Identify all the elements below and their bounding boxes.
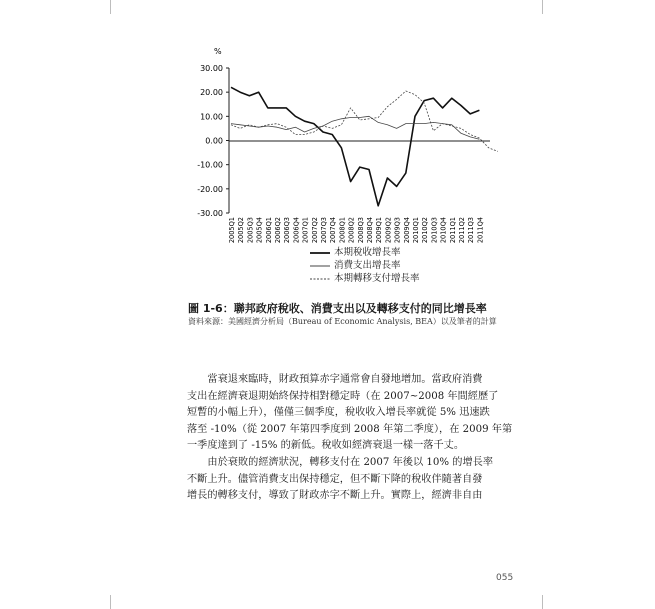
figure-caption: 圖 1-6：聯邦政府稅收、消費支出以及轉移支付的同比增長率 <box>188 302 487 315</box>
crop-mark <box>110 595 111 609</box>
x-tick-label: 2008Q1 <box>338 217 347 244</box>
x-tick-label: 2011Q2 <box>458 217 466 244</box>
y-tick-label: 30.00 <box>200 64 223 73</box>
series-line-1 <box>231 116 479 139</box>
x-tick-label: 2010Q3 <box>430 217 439 244</box>
body-text <box>187 372 513 505</box>
legend-label: 本期轉移支付增長率 <box>334 273 420 284</box>
text-line: 支出在經濟衰退期始終保持相對穩定時（在 2007~2008 年間經歷了 <box>187 390 499 402</box>
y-tick-label: -30.00 <box>197 209 223 218</box>
x-tick-label: 2009Q1 <box>375 217 384 244</box>
x-tick-label: 2007Q4 <box>329 217 338 244</box>
text-line: 短暫的小幅上升），僅僅三個季度，稅收收入增長率就從 5% 迅速跌 <box>187 407 490 419</box>
x-tick-label: 2006Q1 <box>264 217 273 244</box>
x-tick-label: 2011Q4 <box>476 217 485 244</box>
x-tick-label: 2010Q2 <box>421 217 430 244</box>
y-tick-label: -20.00 <box>197 184 223 194</box>
x-tick-label: 2009Q4 <box>402 217 411 244</box>
x-tick-label: 2005Q4 <box>255 217 264 244</box>
text-line: 不斷上升。儘管消費支出保持穩定，但不斷下降的稅收伴隨著自發 <box>187 473 483 485</box>
x-tick-label: 2007Q1 <box>301 217 310 244</box>
x-tick-label: 2005Q2 <box>237 217 246 244</box>
crop-mark <box>542 595 543 609</box>
x-tick-label: 2011Q3 <box>467 217 476 244</box>
figure-source: 資料來源：美國經濟分析局（Bureau of Economic Analysis, BEA）以及筆者的計算 <box>188 317 497 326</box>
paragraph-1 <box>187 372 513 455</box>
legend-label: 消費支出增長率 <box>334 260 401 271</box>
x-tick-label: 2007Q3 <box>320 217 328 244</box>
growth-rate-chart <box>0 0 655 300</box>
x-tick-label: 2010Q4 <box>439 217 448 244</box>
x-tick-label: 2009Q2 <box>384 217 393 244</box>
x-tick-label: 2005Q3 <box>246 217 255 244</box>
series-line-0 <box>231 87 479 206</box>
x-tick-label: 2008Q4 <box>366 217 374 244</box>
paragraph-2 <box>187 455 513 505</box>
legend-label: 本期稅收增長率 <box>334 247 401 258</box>
text-line: 當衰退來臨時，財政預算赤字通常會自發地增加。當政府消費 <box>207 374 483 385</box>
text-line: 由於衰敗的經濟狀況，轉移支付在 2007 年後以 10% 的增長率 <box>207 456 494 468</box>
x-tick-label: 2009Q3 <box>393 217 402 244</box>
page-number: 055 <box>496 573 514 583</box>
text-line: 落至 -10%（從 2007 年第四季度到 2008 年第二季度），在 2009 年第 <box>187 423 513 435</box>
legend-dashed-line-icon <box>310 278 330 280</box>
y-tick-label: 20.00 <box>200 88 223 98</box>
text-line: 增長的轉移支付，導致了財政赤字不斷上升。實際上，經濟非自由 <box>187 490 483 502</box>
y-tick-label: -10.00 <box>197 160 223 170</box>
x-tick-label: 2010Q1 <box>412 217 420 244</box>
x-tick-label: 2006Q3 <box>283 217 292 244</box>
x-tick-label: 2006Q2 <box>274 217 282 244</box>
x-tick-label: 2006Q4 <box>292 217 301 244</box>
text-line: 一季度達到了 -15% 的新低。稅收如經濟衰退一樣一落千丈。 <box>187 440 465 452</box>
x-tick-label: 2005Q1 <box>228 217 236 244</box>
y-tick-label: 0.00 <box>205 136 223 146</box>
x-tick-label: 2008Q3 <box>356 217 365 244</box>
x-tick-label: 2007Q2 <box>310 217 319 244</box>
y-unit-label: % <box>214 47 222 56</box>
series-line-2 <box>231 91 498 151</box>
x-tick-label: 2008Q2 <box>347 217 356 244</box>
legend-thin-line-icon <box>310 265 330 267</box>
x-tick-label: 2011Q1 <box>448 217 457 244</box>
y-tick-label: 10.00 <box>200 112 223 122</box>
legend-thick-line-icon <box>310 252 330 254</box>
